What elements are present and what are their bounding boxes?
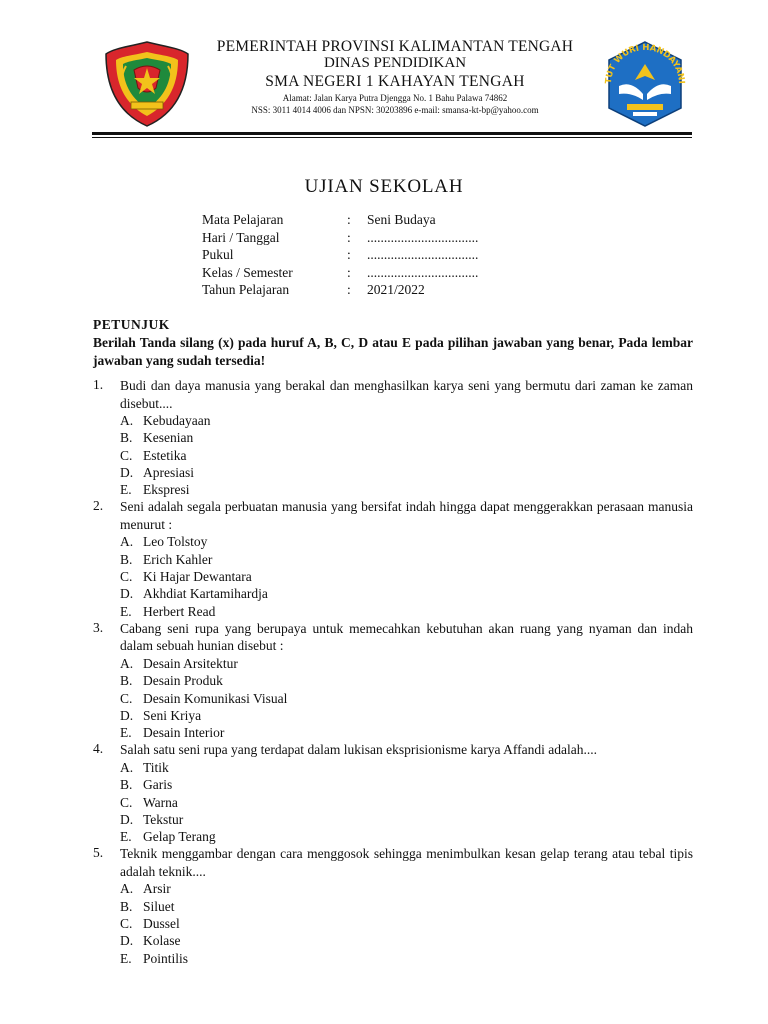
question-list <box>93 377 693 967</box>
option-text: Garis <box>143 777 173 793</box>
option-letter: A. <box>120 655 134 671</box>
answer-option <box>120 932 693 949</box>
option-letter: D. <box>120 707 134 723</box>
info-row <box>202 211 602 229</box>
info-colon: : <box>347 264 351 280</box>
option-text: Desain Interior <box>143 725 225 741</box>
option-text: Desain Arsitektur <box>143 655 238 671</box>
info-label: Tahun Pelajaran <box>202 282 290 297</box>
answer-option <box>120 429 693 446</box>
letterhead-divider-thick <box>92 132 692 135</box>
answer-option <box>120 585 693 602</box>
option-letter: E. <box>120 725 132 741</box>
option-letter: C. <box>120 569 133 585</box>
option-letter: B. <box>120 898 133 914</box>
option-text: Apresiasi <box>143 464 194 480</box>
info-label: Mata Pelajaran <box>202 212 284 227</box>
info-value: ................................. <box>367 229 479 245</box>
letterhead-line-department: DINAS PENDIDIKAN <box>323 55 467 71</box>
answer-option <box>120 724 693 741</box>
answer-option <box>120 551 693 568</box>
question-item <box>93 845 693 966</box>
answer-option <box>120 898 693 915</box>
question-item <box>93 620 693 741</box>
option-letter: E. <box>120 482 132 498</box>
info-row <box>202 281 602 299</box>
answer-option <box>120 481 693 498</box>
question-item <box>93 377 693 498</box>
option-text: Warna <box>143 794 178 810</box>
instructions-text: Berilah Tanda silang (x) pada huruf A, B, C, D atau E pada pilihan jawaban yang benar, Pada lembar jawaban yang sudah tersedia! <box>93 335 693 368</box>
info-value: ................................. <box>367 264 479 280</box>
option-text: Pointilis <box>143 950 189 966</box>
instructions-block <box>93 316 693 370</box>
option-letter: D. <box>120 464 134 480</box>
info-value: 2021/2022 <box>367 282 425 297</box>
question-number: 3. <box>93 619 104 635</box>
info-row <box>202 229 602 247</box>
option-text: Arsir <box>143 881 171 897</box>
answer-option <box>120 759 693 776</box>
question-text: Seni adalah segala perbuatan manusia yang bersifat indah hingga dapat menggerakkan perasaan manusia menurut : <box>120 499 693 532</box>
option-letter: B. <box>120 551 133 567</box>
info-colon: : <box>347 212 351 227</box>
option-text: Ekspresi <box>143 482 190 498</box>
option-letter: E. <box>120 950 132 966</box>
option-text: Leo Tolstoy <box>143 534 208 550</box>
option-text: Tekstur <box>143 811 184 827</box>
info-colon: : <box>347 247 351 262</box>
option-letter: A. <box>120 759 134 775</box>
option-text: Gelap Terang <box>143 829 216 845</box>
answer-option <box>120 690 693 707</box>
option-letter: C. <box>120 794 133 810</box>
exam-info-table <box>202 211 602 299</box>
answer-option <box>120 915 693 932</box>
answer-option <box>120 568 693 585</box>
option-letter: A. <box>120 881 134 897</box>
question-text: Teknik menggambar dengan cara menggosok sehingga menimbulkan kesan gelap terang atau tebal tipis adalah teknik.... <box>120 846 693 879</box>
question-number: 5. <box>93 845 104 861</box>
info-row <box>202 246 602 264</box>
option-letter: E. <box>120 603 132 619</box>
option-letter: D. <box>120 811 134 827</box>
answer-option <box>120 707 693 724</box>
option-text: Desain Produk <box>143 673 223 689</box>
info-colon: : <box>347 282 351 297</box>
answer-option <box>120 672 693 689</box>
answer-option <box>120 464 693 481</box>
option-text: Siluet <box>143 898 175 914</box>
question-text: Budi dan daya manusia yang berakal dan menghasilkan karya seni yang bermutu dari zaman ke zaman disebut.... <box>120 378 693 411</box>
answer-option <box>120 776 693 793</box>
info-value: ................................. <box>367 247 479 262</box>
letterhead-address: Alamat: Jalan Karya Putra Djengga No. 1 Bahu Palawa 74862 <box>282 93 508 103</box>
answer-option <box>120 533 693 550</box>
answer-option <box>120 828 693 845</box>
question-number: 1. <box>93 377 104 392</box>
letterhead <box>190 38 600 116</box>
option-text: Erich Kahler <box>143 551 213 567</box>
answer-option <box>120 655 693 672</box>
question-item <box>93 741 693 845</box>
instructions-title: PETUNJUK <box>93 317 170 332</box>
option-letter: C. <box>120 916 133 932</box>
answer-option <box>120 447 693 464</box>
exam-title: UJIAN SEKOLAH <box>304 176 464 197</box>
answer-option <box>120 603 693 620</box>
option-text: Dussel <box>143 916 180 932</box>
info-colon: : <box>347 229 351 245</box>
letterhead-divider-thin <box>92 137 692 138</box>
letterhead-line-government: PEMERINTAH PROVINSI KALIMANTAN TENGAH <box>216 38 574 55</box>
option-text: Akhdiat Kartamihardja <box>143 586 268 602</box>
option-letter: B. <box>120 777 133 793</box>
option-text: Desain Komunikasi Visual <box>143 690 288 706</box>
logo-motto-text: TUT WURI HANDAYANI <box>603 42 687 85</box>
option-text: Kolase <box>143 933 181 949</box>
option-text: Ki Hajar Dewantara <box>143 569 252 585</box>
option-text: Estetika <box>143 447 187 463</box>
option-text: Kesenian <box>143 430 194 446</box>
letterhead-line-school: SMA NEGERI 1 KAHAYAN TENGAH <box>265 73 525 90</box>
option-text: Titik <box>143 759 169 775</box>
answer-option <box>120 412 693 429</box>
info-value: Seni Budaya <box>367 212 436 227</box>
letterhead-contact: NSS: 3011 4014 4006 dan NPSN: 30203896 e-mail: smansa-kt-bp@yahoo.com <box>251 105 539 115</box>
option-letter: B. <box>120 430 133 446</box>
question-item <box>93 498 693 619</box>
option-letter: E. <box>120 829 132 845</box>
option-letter: A. <box>120 534 134 550</box>
option-letter: D. <box>120 586 134 602</box>
question-number: 4. <box>93 741 104 757</box>
question-number: 2. <box>93 498 104 514</box>
answer-option <box>120 880 693 897</box>
info-row <box>202 264 602 282</box>
option-text: Herbert Read <box>143 603 216 619</box>
option-text: Kebudayaan <box>143 413 211 428</box>
info-label: Pukul <box>202 247 234 262</box>
option-letter: A. <box>120 413 134 428</box>
option-text: Seni Kriya <box>143 707 202 723</box>
tut-wuri-handayani-logo-icon <box>597 40 693 128</box>
option-letter: C. <box>120 690 133 706</box>
option-letter: C. <box>120 447 133 463</box>
info-label: Kelas / Semester <box>202 264 293 280</box>
answer-option <box>120 950 693 967</box>
info-label: Hari / Tanggal <box>202 229 280 245</box>
option-letter: B. <box>120 673 133 689</box>
answer-option <box>120 811 693 828</box>
answer-option <box>120 794 693 811</box>
question-text: Cabang seni rupa yang berupaya untuk memecahkan kebutuhan akan ruang yang nyaman dan indah dalam sebuah hunian disebut : <box>120 620 693 654</box>
option-letter: D. <box>120 933 134 949</box>
province-emblem-icon <box>104 40 190 128</box>
question-text: Salah satu seni rupa yang terdapat dalam lukisan eksprisionisme karya Affandi adalah.... <box>120 742 597 758</box>
